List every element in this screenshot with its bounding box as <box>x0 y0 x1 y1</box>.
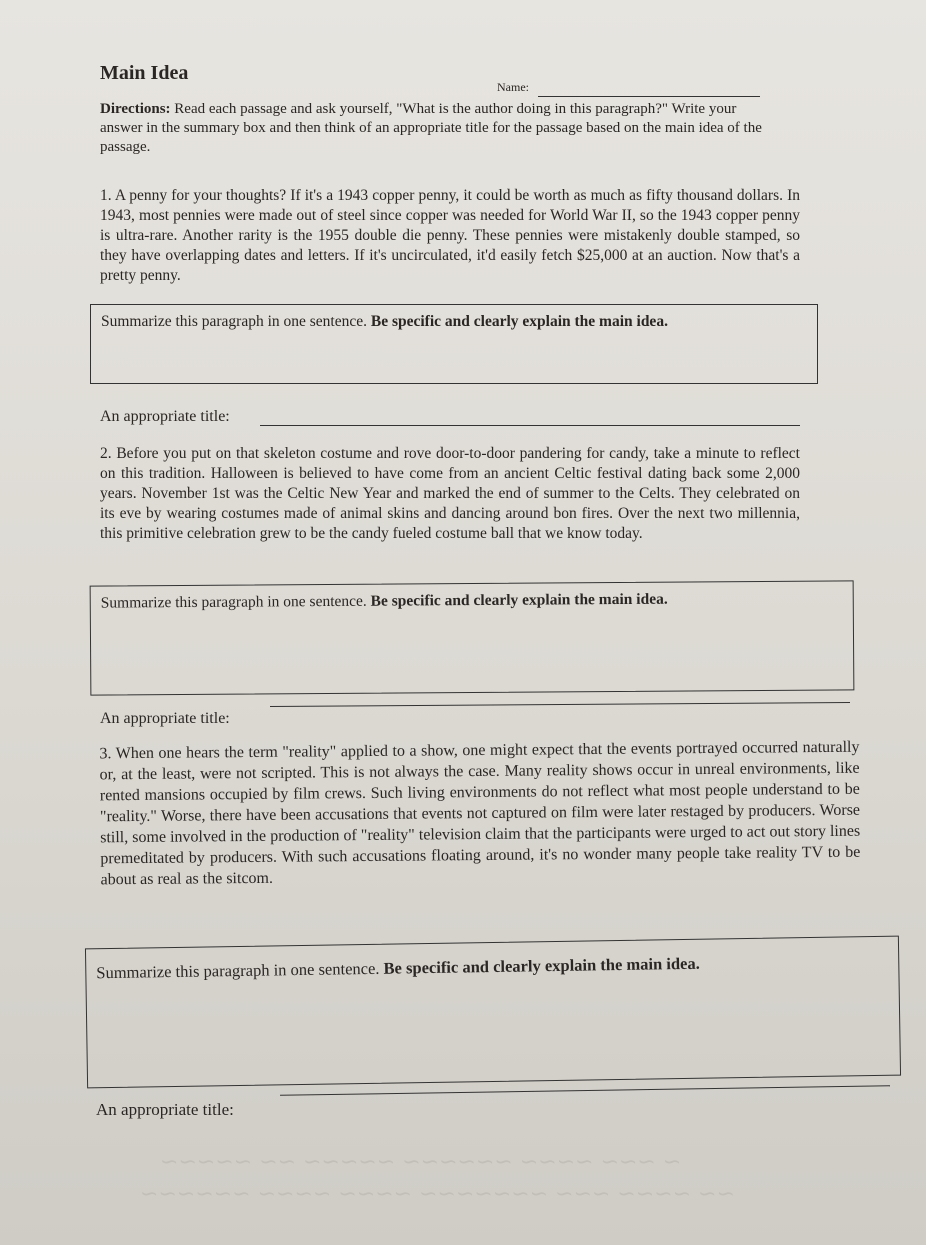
passage-2: 2. Before you put on that skeleton costume and rove door-to-door pandering for candy, take a minute to reflect on this tradition. Halloween is believed to have come from an ancient Celtic festival dating back some 2,000 years. November 1st was the Celtic New Year and marked the end of summer to the Celts. They celebrated on its eve by wearing costumes made of animal skins and dancing around bon fires. Over the next two millennia, this primitive celebration grew to be the candy fueled costume ball that we know today. <box>100 445 800 542</box>
title-label-3: An appropriate title: <box>96 1100 234 1119</box>
title-line-2[interactable] <box>270 702 850 707</box>
title-line-1[interactable] <box>260 425 800 426</box>
summary-prompt-plain-1: Summarize this paragraph in one sentence. <box>101 313 367 330</box>
directions-label: Directions: <box>100 101 171 117</box>
summary-box-1[interactable] <box>90 304 818 384</box>
title-label-2: An appropriate title: <box>100 710 230 727</box>
bleed-through-texture: ~ ~~~ ~~~~ ~~~~~~ ~~~~~ ~~ ~~~~~ <box>160 1150 682 1175</box>
summary-box-2[interactable] <box>90 580 855 695</box>
summary-prompt-2 <box>101 591 668 613</box>
title-line-3[interactable] <box>280 1085 890 1096</box>
name-field-line[interactable] <box>538 96 760 97</box>
summary-prompt-3 <box>96 954 700 983</box>
summary-prompt-bold-1: Be specific and clearly explain the main idea. <box>370 313 668 330</box>
summary-prompt-bold-3: Be specific and clearly explain the main idea. <box>383 953 700 978</box>
directions <box>100 100 780 157</box>
summary-box-3[interactable] <box>85 936 901 1089</box>
passage-3: 3. When one hears the term "reality" applied to a show, one might expect that the events portrayed occurred naturally or, at the least, were not scripted. This is not always the case. Many reality shows occur in unreal environments, like rented mansions occupied by film crews. Such living environments do not reflect what most people understand to be "reality." Worse, there have been accusations that events not captured on film were later restaged by producers. Worse still, some involved in the production of "reality" television claim that the participants were urged to act out story lines premeditated by producers. With such accusations floating around, it's no wonder many people take reality TV to be about as real as the sitcom. <box>99 738 861 889</box>
bleed-through-texture-2: ~~ ~~~~ ~~~ ~~~~~~~ ~~~~ ~~~~ ~~~~~~ <box>140 1182 735 1207</box>
summary-prompt-plain-3: Summarize this paragraph in one sentence. <box>96 958 380 983</box>
title-label-1: An appropriate title: <box>100 408 230 425</box>
page-title: Main Idea <box>100 62 189 84</box>
passage-1: 1. A penny for your thoughts? If it's a 1943 copper penny, it could be worth as much as fifty thousand dollars. In 1943, most pennies were made out of steel since copper was needed for World War II, so the 1943 copper penny is ultra-rare. Another rarity is the 1955 double die penny. These pennies were mistakenly double stamped, so they have overlapping dates and letters. If it's uncirculated, it'd easily fetch $25,000 at an auction. Now that's a pretty penny. <box>100 187 800 284</box>
name-label: Name: <box>497 80 529 94</box>
summary-prompt-bold-2: Be specific and clearly explain the main idea. <box>370 590 668 610</box>
summary-prompt-plain-2: Summarize this paragraph in one sentence. <box>100 592 367 612</box>
summary-prompt-1 <box>101 313 668 331</box>
directions-text: Read each passage and ask yourself, "What is the author doing in this paragraph?" Write your answer in the summary box and then think of an appropriate title for the passage based on the main idea of the passage. <box>100 101 762 155</box>
